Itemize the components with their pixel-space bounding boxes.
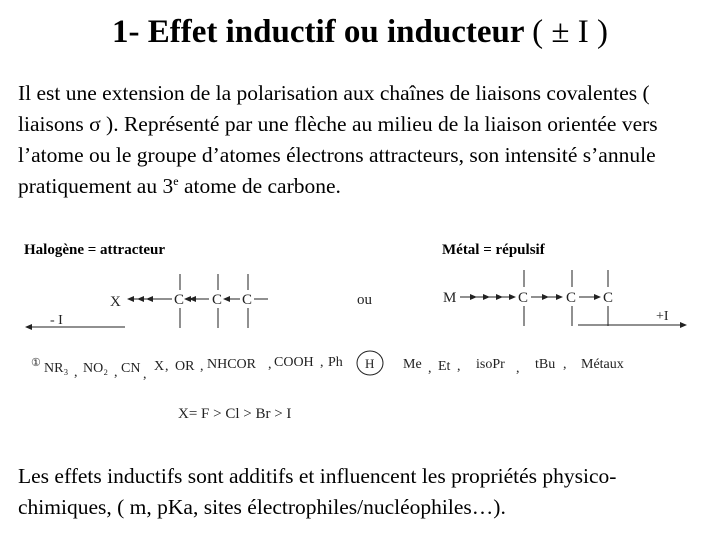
attractor-group: OR	[175, 359, 195, 374]
left-chain-atom-1: C	[174, 292, 185, 308]
attractor-group: COOH	[274, 355, 314, 370]
halogen-order: X= F > Cl > Br > I	[178, 406, 292, 422]
donor-group: isoPr	[476, 357, 505, 372]
left-effect-label: - I	[50, 313, 63, 328]
title-text: 1- Effet inductif ou inducteur	[112, 14, 524, 50]
separator-comma: ,	[74, 365, 78, 380]
attractor-group: NO₂	[83, 361, 109, 376]
right-chain-bonds	[460, 270, 608, 326]
right-chain	[443, 270, 686, 326]
attractor-group: NR₃	[44, 361, 69, 376]
separator-comma: ,	[268, 357, 272, 372]
intro-paragraph	[18, 78, 708, 202]
donor-group: Et	[438, 359, 451, 374]
separator-comma: ,	[457, 359, 461, 374]
conclusion-paragraph: Les effets inductifs sont additifs et influencent les propriétés physico-chimiques, ( m, pKa, sites électrophiles/nucléophiles…).	[18, 464, 617, 519]
donor-group: Me	[403, 357, 422, 372]
right-chain-atom-3: C	[603, 290, 614, 306]
right-chain-atom-1: C	[518, 290, 529, 306]
reference-atom: H	[365, 356, 375, 371]
separator-comma: ,	[320, 355, 324, 370]
halogen-label: Halogène = attracteur	[24, 242, 165, 258]
attractor-group: CN	[121, 361, 141, 376]
separator-comma: ,	[114, 365, 118, 380]
metal-label: Métal = répulsif	[442, 242, 545, 258]
group-row	[31, 351, 624, 382]
separator-comma: ,	[428, 361, 432, 376]
inductive-effect-diagram	[0, 262, 720, 430]
left-chain-atom-2: C	[212, 292, 223, 308]
separator-comma: ,	[563, 357, 567, 372]
right-effect-label: +I	[656, 309, 669, 324]
left-chain-atom-3: C	[242, 292, 253, 308]
intro-text-end: atome de carbone.	[178, 174, 341, 198]
intro-text: Il est une extension de la polarisation aux chaînes de liaisons covalentes ( liaisons σ ). Représenté par une flèche au milieu de la liaison orientée vers l’atome ou le groupe d’atomes électrons attracteurs, son intensité s’annule pratiquement au 3	[18, 81, 658, 198]
attractor-group: NHCOR	[207, 357, 257, 372]
right-chain-atom-2: C	[566, 290, 577, 306]
intro-superscript: e	[173, 174, 179, 188]
connector-text: ou	[357, 292, 372, 308]
attractor-group: Ph	[328, 355, 343, 370]
separator-comma: ,	[200, 359, 204, 374]
attractor-group: X	[154, 359, 165, 374]
separator-comma: ,	[165, 359, 169, 374]
separator-comma: ,	[143, 367, 147, 382]
donor-group: Métaux	[581, 357, 624, 372]
circled-marker: ①	[31, 357, 41, 369]
donor-group: tBu	[535, 357, 556, 372]
slide-title	[0, 14, 720, 51]
left-chain-atom-0: X	[110, 294, 121, 310]
title-symbol: ( ± I )	[532, 14, 608, 50]
separator-comma: ,	[516, 361, 520, 376]
left-chain	[26, 274, 268, 328]
right-chain-atom-0: M	[443, 290, 457, 306]
